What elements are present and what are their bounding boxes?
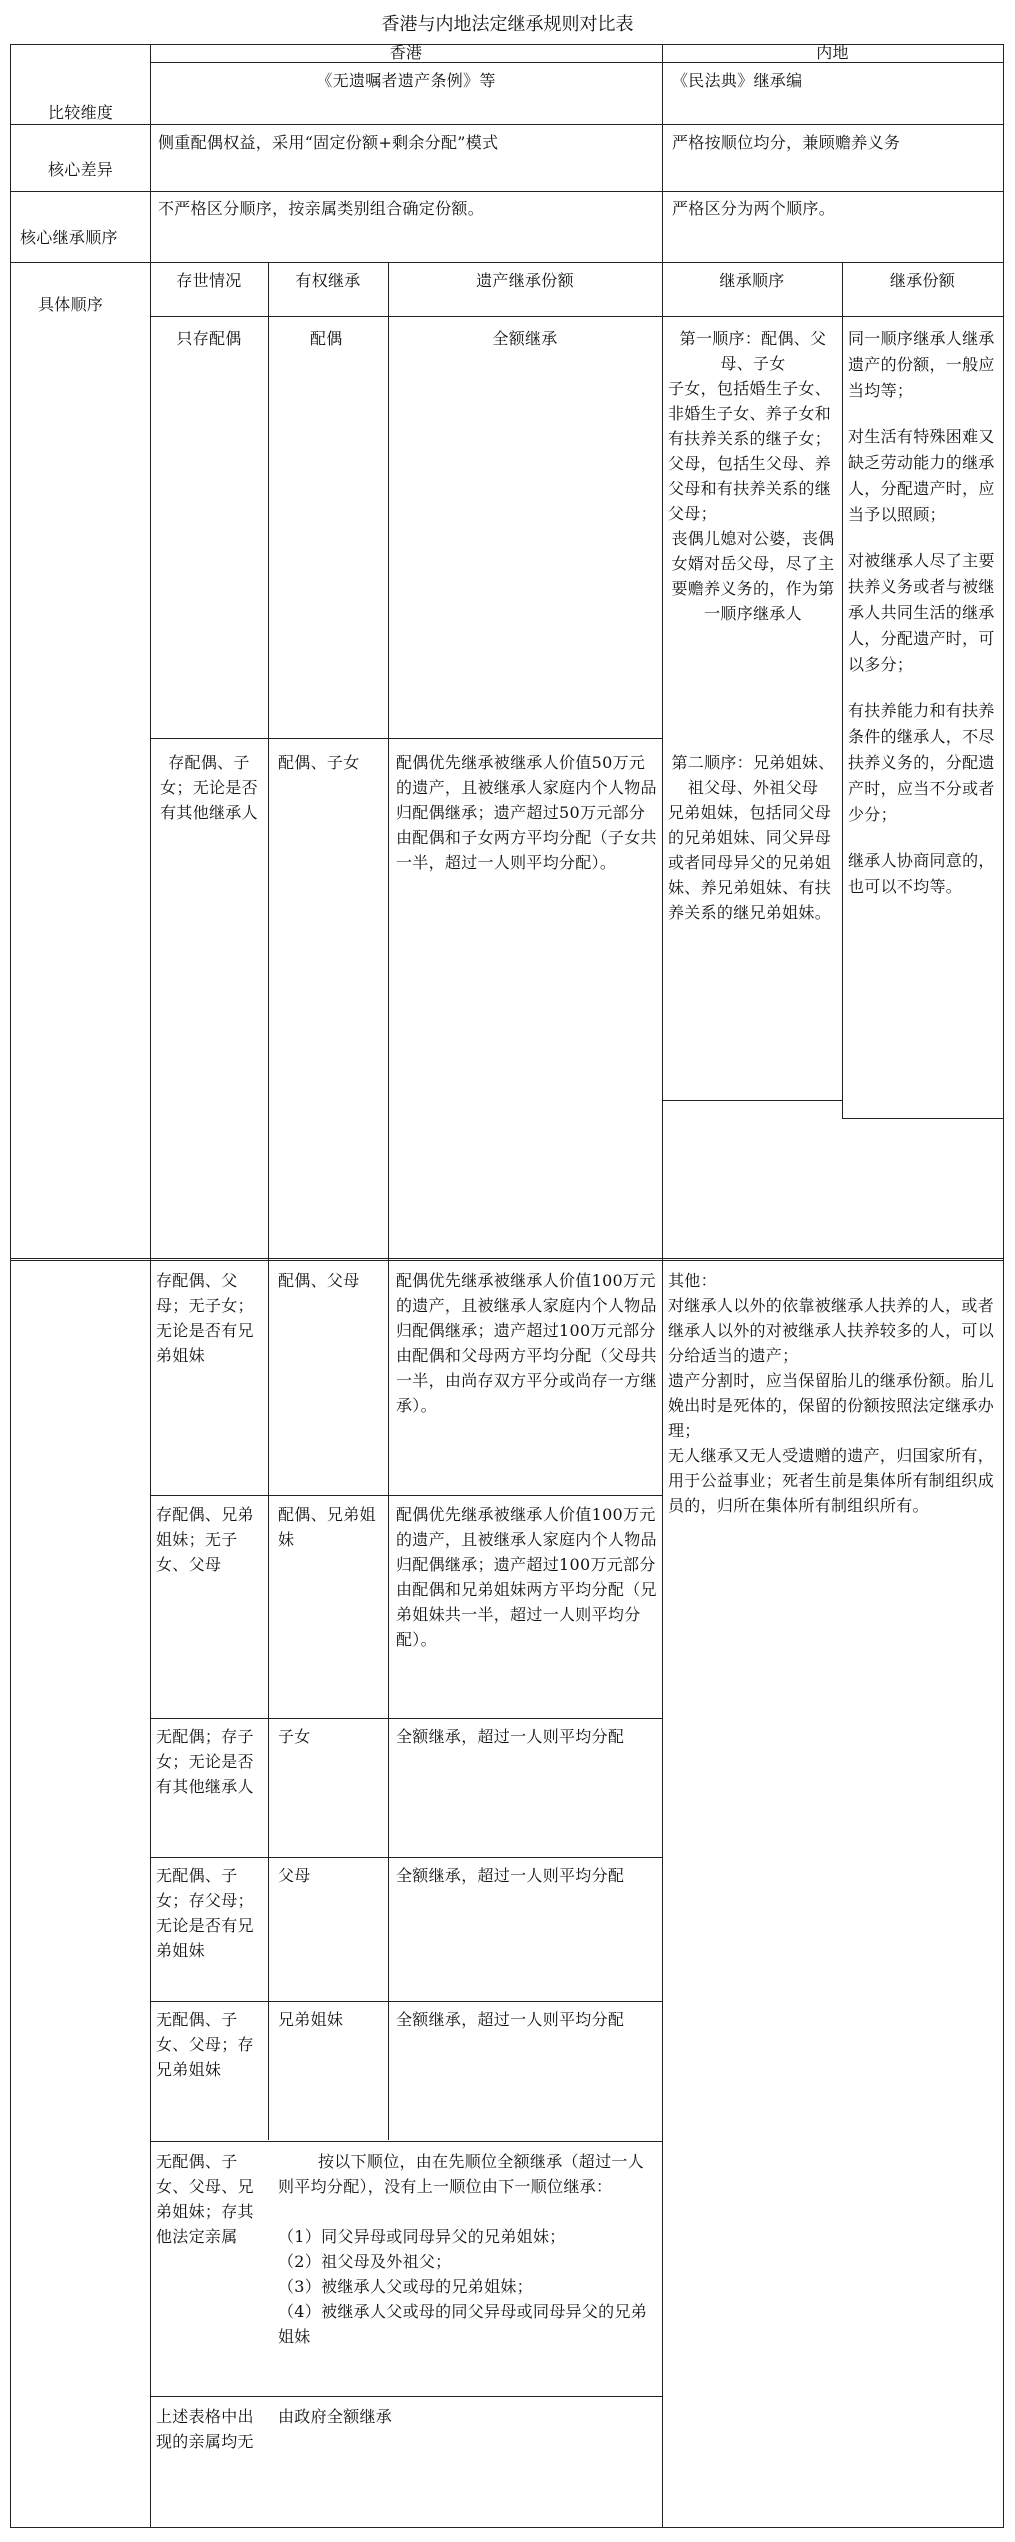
table-row-share: 按以下顺位，由在先顺位全额继承（超过一人则平均分配），没有上一顺位由下一顺位继承： [278,2152,645,2196]
col-share: 遗产继承份额 [476,271,574,290]
core-diff-ml: 严格按顺位均分，兼顾赡养义务 [672,133,901,152]
ml-first-in-laws: 丧偶儿媳对公婆，丧偶女婿对岳父母，尽了主要赡养义务的，作为第一顺序继承人 [671,529,835,623]
other-relatives-list [278,2224,658,2349]
list-item: 无人继承又无人受遗赠的遗产，归国家所有，用于公益事业；死者生前是集体所有制组织成员的，归所在集体所有制组织所有。 [668,1446,995,1515]
table-row-heirs: 父母 [278,1866,311,1885]
core-order-hk: 不严格区分顺序，按亲属类别组合确定份额。 [158,199,485,218]
col-heirs: 有权继承 [295,271,361,290]
table-row-heirs: 配偶、子女 [278,753,360,772]
ml-second-siblings: 兄弟姐妹，包括同父母的兄弟姐妹、同父异母或者同母异父的兄弟姐妹、养兄弟姐妹、有扶养关系的继兄弟姐妹。 [668,803,832,922]
table-row-survivors: 上述表格中出现的亲属均无 [156,2407,254,2451]
dimension-label: 比较维度 [48,103,114,122]
table-row-heirs: 子女 [278,1727,311,1746]
header-hk: 香港 [389,44,423,62]
table-row-survivors: 存配偶、父母；无子女；无论是否有兄弟姐妹 [156,1271,254,1365]
ml-first-order [668,326,838,626]
table-row-share: 全额继承 [492,329,558,348]
table-row-heirs: 兄弟姐妹 [278,2010,344,2029]
specific-label: 具体顺序 [38,295,104,314]
list-item: 同一顺序继承人继承遗产的份额，一般应当均等； [848,329,995,400]
header-hk-law: 《无遗嘱者遗产条例》等 [316,71,496,90]
list-item: 有扶养能力和有扶养条件的继承人，不尽扶养义务的，分配遗产时，应当不分或者少分； [848,701,995,824]
core-order-label: 核心继承顺序 [20,228,118,247]
table-row-share: 全额继承，超过一人则平均分配 [396,2010,625,2029]
table-row-heirs: 配偶、兄弟姐妹 [278,1505,376,1549]
col-survivors: 存世情况 [176,271,242,290]
list-item: （4）被继承人父或母的同父异母或同母异父的兄弟姐妹 [278,2302,648,2346]
table-row-share: 全额继承，超过一人则平均分配 [396,1727,625,1746]
table-row-heirs: 配偶、父母 [278,1271,360,1290]
header-mainland: 内地 [816,44,849,62]
ml-second-order [668,750,838,925]
ml-first-parents: 父母，包括生父母、养父母和有扶养关系的继父母； [668,454,832,523]
col-ml-share: 继承份额 [889,271,956,290]
ml-other [668,1268,1000,1518]
table-row-survivors: 存配偶、兄弟姐妹；无子女、父母 [156,1505,254,1574]
table-row-survivors: 只存配偶 [176,329,242,348]
list-item: 对生活有特殊困难又缺乏劳动能力的继承人，分配遗产时，应当予以照顾； [848,427,995,524]
ml-first-children: 子女，包括婚生子女、非婚生子女、养子女和有扶养关系的继子女； [668,379,832,448]
table-row-share: 配偶优先继承被继承人价值100万元的遗产，且被继承人家庭内个人物品归配偶继承；遗产超过100万元部分由配偶和父母两方平均分配（父母共一半，由尚存双方平分或尚存一方继承）。 [396,1271,657,1415]
ml-second-heading: 第二顺序：兄弟姐妹、祖父母、外祖父母 [671,753,835,797]
table-row-share: 配偶优先继承被继承人价值50万元的遗产，且被继承人家庭内个人物品归配偶继承；遗产超过50万元部分由配偶和子女两方平均分配（子女共一半，超过一人则平均分配）。 [396,753,657,872]
table-row-survivors: 存配偶、子女；无论是否有其他继承人 [160,753,258,822]
core-order-ml: 严格区分为两个顺序。 [672,199,836,218]
list-item: （2）祖父母及外祖父； [278,2252,452,2271]
table-row-share: 配偶优先继承被继承人价值100万元的遗产，且被继承人家庭内个人物品归配偶继承；遗产超过100万元部分由配偶和兄弟姐妹两方平均分配（兄弟姐妹共一半，超过一人则平均分配）。 [396,1505,657,1649]
table-row-survivors: 无配偶、子女、父母；存兄弟姐妹 [156,2010,254,2079]
list-item: 遗产分割时，应当保留胎儿的继承份额。胎儿娩出时是死体的，保留的份额按照法定继承办理； [668,1371,995,1440]
list-item: 对继承人以外的依靠被继承人扶养的人，或者继承人以外的对被继承人扶养较多的人，可以分给适当的遗产； [668,1296,995,1365]
core-diff-hk: 侧重配偶权益，采用“固定份额+剩余分配”模式 [158,133,499,152]
table-row-share: 由政府全额继承 [278,2407,393,2426]
table-row-survivors: 无配偶；存子女；无论是否有其他继承人 [156,1727,254,1796]
table-row-survivors: 无配偶、子女；存父母；无论是否有兄弟姐妹 [156,1866,254,1960]
table-row-survivors: 无配偶、子女、父母、兄弟姐妹；存其他法定亲属 [156,2152,254,2246]
header-ml-law: 《民法典》继承编 [672,71,803,90]
list-item: （1）同父异母或同母异父的兄弟姐妹； [278,2227,566,2246]
ml-first-heading: 第一顺序：配偶、父母、子女 [679,329,827,373]
table-row-share: 全额继承，超过一人则平均分配 [396,1866,625,1885]
table-row-heirs: 配偶 [310,329,343,348]
list-item: 对被继承人尽了主要扶养义务或者与被继承人共同生活的继承人，分配遗产时，可以多分； [848,551,995,674]
ml-shares [848,326,1000,900]
list-item: （3）被继承人父或母的兄弟姐妹； [278,2277,533,2296]
col-ml-order: 继承顺序 [719,271,785,290]
page-title: 香港与内地法定继承规则对比表 [381,14,634,35]
core-diff-label: 核心差异 [48,160,114,179]
list-item: 继承人协商同意的，也可以不均等。 [848,851,995,896]
ml-other-label: 其他： [668,1271,717,1290]
